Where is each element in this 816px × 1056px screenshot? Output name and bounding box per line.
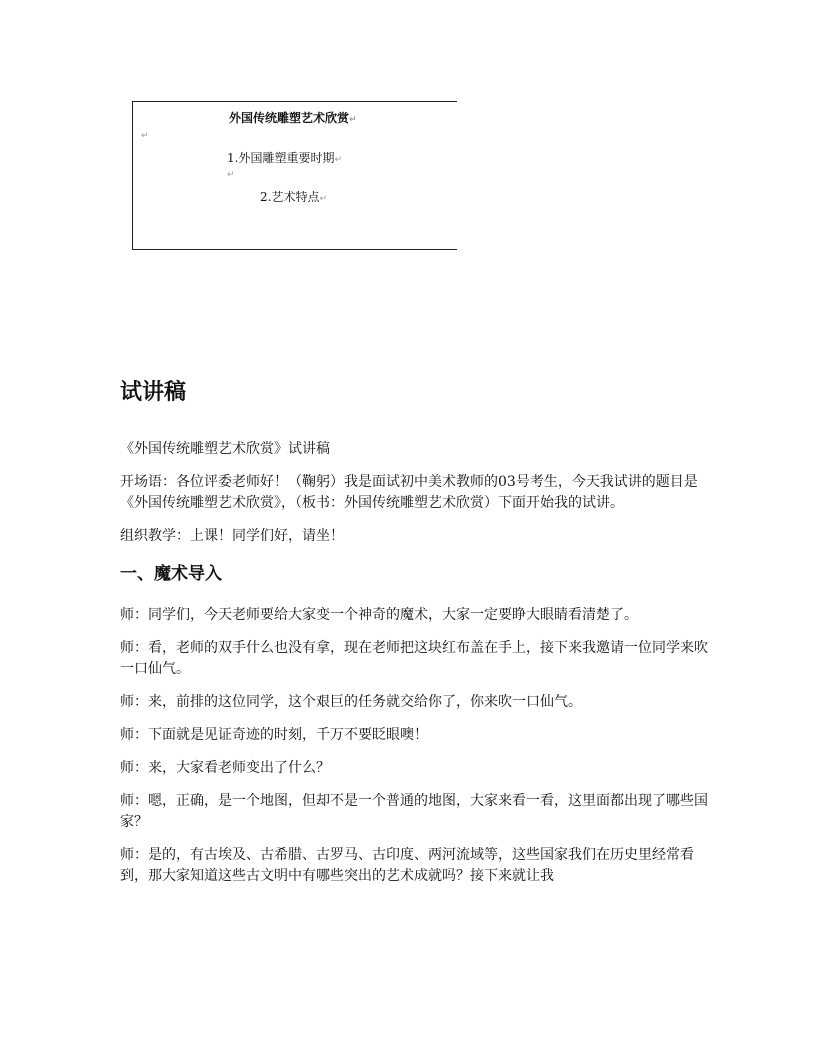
paragraph: 组织教学：上课！同学们好，请坐！: [120, 528, 344, 544]
paragraph-mark-icon: ↵: [334, 155, 342, 165]
board-item-2: 2.艺术特点↵: [260, 190, 327, 204]
board-item-1: 1.外国雕塑重要时期↵: [227, 151, 342, 165]
paragraph: 师：来，前排的这位同学，这个艰巨的任务就交给你了，你来吹一口仙气。: [120, 694, 582, 710]
paragraph: 师：是的，有古埃及、古希腊、古罗马、古印度、两河流域等，这些国家我们在历史里经常看到，那大家知道这些古文明中有哪些突出的艺术成就吗？接下来就让我: [120, 847, 694, 884]
paragraph-mark-icon: ↵: [141, 131, 149, 141]
blackboard-design-box: [132, 101, 457, 250]
paragraph-mark-icon: ↵: [349, 115, 357, 125]
paragraph-mark-icon: ↵: [227, 170, 235, 180]
paragraph: 师：来，大家看老师变出了什么？: [120, 760, 330, 776]
paragraph: 师：同学们，今天老师要给大家变一个神奇的魔术，大家一定要睁大眼睛看清楚了。: [120, 607, 638, 623]
paragraph: 开场语：各位评委老师好！（鞠躬）我是面试初中美术教师的03号考生，今天我试讲的题目是《外国传统雕塑艺术欣赏》，（板书：外国传统雕塑艺术欣赏）下面开始我的试讲。: [120, 474, 698, 511]
paragraph: 《外国传统雕塑艺术欣赏》试讲稿: [120, 441, 330, 457]
document-title: 试讲稿: [120, 380, 187, 405]
document-body: [120, 375, 710, 899]
paragraph: 师：看，老师的双手什么也没有拿，现在老师把这块红布盖在手上，接下来我邀请一位同学来吹一口仙气。: [120, 640, 708, 677]
paragraph-mark-icon: ↵: [319, 194, 327, 204]
paragraph: 师：嗯，正确，是一个地图，但却不是一个普通的地图，大家来看一看，这里面都出现了哪些国家？: [120, 793, 708, 830]
paragraph: 师：下面就是见证奇迹的时刻，千万不要眨眼噢！: [120, 727, 428, 743]
section-heading: 一、魔术导入: [120, 564, 222, 584]
board-title: 外国传统雕塑艺术欣赏↵: [229, 111, 357, 125]
